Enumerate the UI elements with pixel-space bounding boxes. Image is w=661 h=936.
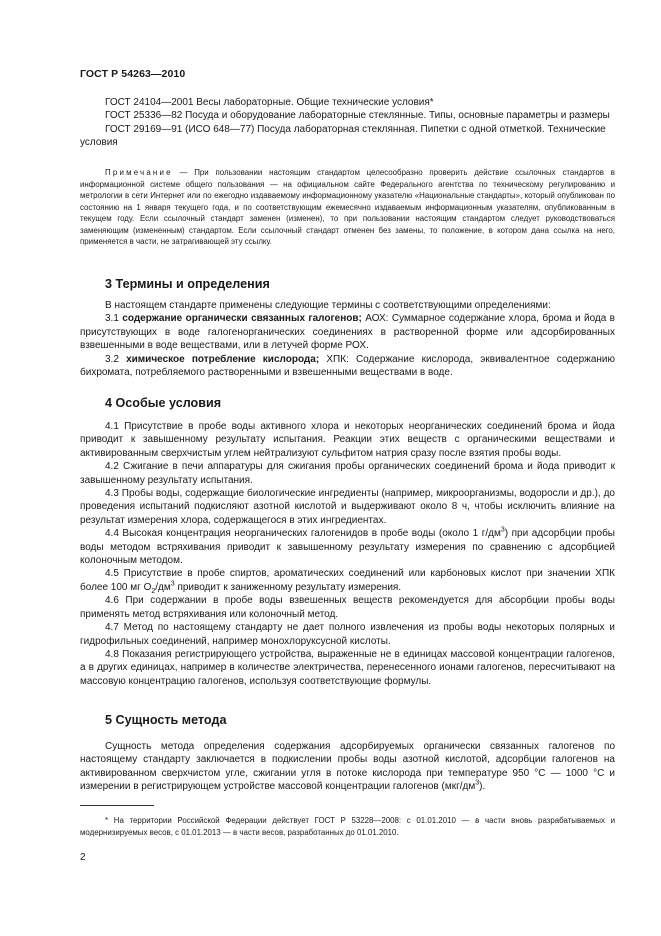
term-3-1-name: содержание органически связанных галогенов;: [122, 313, 362, 325]
footnote-divider: [80, 805, 154, 806]
clause-4-8: 4.8 Показания регистрирующего устройства, выраженные не в единицах массовой концентрации галогенов, а в других единицах, например в количестве электричества, перенесенного ионами галогенов, пересчитывают на массовую концентрацию галогенов, используя соответствующие формулы.: [80, 648, 615, 687]
clause-4-2: 4.2 Сжигание в печи аппаратуры для сжигания пробы органических соединений брома и йода приводит к завышенному результату испытания.: [80, 461, 615, 486]
term-3-1: 3.1 содержание органически связанных галогенов; АОХ: Суммарное содержание хлора, брома и йода в присутствующих в воде галогенорганических соединениях в растворенной форме или адсорбированных взвешенными в воде веществами, или в летучей форме РОХ.: [80, 313, 615, 352]
document-header: ГОСТ Р 54263—2010: [80, 68, 186, 80]
clause-4-6: 4.6 При содержании в пробе воды взвешенных веществ рекомендуется для абсорбции пробы воды применять метод встряхивания или колоночный метод.: [80, 595, 615, 620]
section-5-body: [80, 740, 615, 794]
section-5-paragraph: Сущность метода определения содержания адсорбируемых органически связанных галогенов по настоящему стандарту заключается в подкислении пробы воды азотной кислотой, адсорбции галогенов на активированном сверхчистом угле, сжигании угля в потоке кислорода при температуре 950 °С — 1000 °С и измерении в регистрирующем устройстве массовой концентрации галогенов $(мкг/дм^3)$.: [80, 741, 615, 793]
note-text: — При пользовании настоящим стандартом целесообразно проверить действие ссылочных стандартов в информационной системе общего пользования — на официальном сайте Федерального агентства по техническому регулированию и метрологии в сети Интернет или по ежегодно издаваемому информационному указателю «Национальные стандарты», который опубликован по состоянию на 1 января текущего года, и по соответствующим ежемесячно издаваемым информационным указателям, опубликованным в текущем году. Если ссылочный стандарт заменен (изменен), то при пользовании настоящим стандартом следует руководствоваться заменяющим (измененным) стандартом. Если ссылочный стандарт отменен без замены, то положение, в котором дана ссылка на него, применяется в части, не затрагивающей эту ссылку.: [80, 168, 615, 246]
term-3-2: 3.2 химическое потребление кислорода; ХПК: Содержание кислорода, эквивалентное содержанию бихромата, потребляемого растворенными и взвешенными веществами в воде.: [80, 353, 616, 379]
section-3-intro: В настоящем стандарте применены следующие термины с соответствующими определениями:: [105, 300, 551, 311]
reference-item: ГОСТ 25336—82 Посуда и оборудование лабораторные стеклянные. Типы, основные параметры и размеры: [105, 110, 610, 122]
references-list: [80, 96, 615, 150]
note-label: Примечание: [105, 168, 173, 177]
footnote: * На территории Российской Федерации действует ГОСТ Р 53228—2008: с 01.01.2010 — в части вновь разрабатываемых и модернизируемых весов, с 01.01.2013 — в части весов, разработанных до 01.01.2010.: [80, 816, 615, 837]
clause-4-5: 4.5 Присутствие в пробе спиртов, ароматических соединений или карбоновых кислот при значении ХПК более 100 мг $О_2/дм^3$ приводит к заниженному результату измерения.: [80, 568, 615, 595]
clause-4-1: 4.1 Присутствие в пробе воды активного хлора и некоторых неорганических соединений брома и йода приводит к завышенному результату испытания. Реакции этих веществ с органическими веществами и активированным сверхчистым углем нейтрализуют сульфитом натрия сразу после взятия пробы воды.: [80, 421, 615, 459]
section-5-heading: 5 Сущность метода: [105, 713, 227, 727]
term-3-2-name: химическое потребление кислорода;: [126, 353, 320, 365]
section-4-body: [80, 420, 615, 688]
section-3-body: [80, 299, 615, 379]
section-3-heading: 3 Термины и определения: [105, 277, 270, 291]
page-number: 2: [80, 852, 86, 863]
reference-item: ГОСТ 29169—91 (ИСО 648—77) Посуда лабораторная стеклянная. Пипетки с одной отметкой. Технические условия: [80, 123, 606, 149]
clause-4-3: 4.3 Пробы воды, содержащие биологические ингредиенты (например, микроорганизмы, водоросли и др.), до проведения испытаний подкисляют азотной кислотой и выдерживают около 8 ч, чтобы исключить влияние на результат измерения хлора, содержащегося в этих ингредиентах.: [80, 488, 615, 526]
clause-4-4: 4.4 Высокая концентрация неорганических галогенидов в пробе воды (около 1 $г/дм^3$) при адсорбции пробы воды методом встряхивания приводит к завышенному результату измерения по сравнению с адсорбцией колоночным методом.: [80, 526, 615, 567]
note-block: [80, 167, 615, 248]
clause-4-7: 4.7 Метод по настоящему стандарту не дает полного извлечения из пробы воды некоторых полярных и гидрофильных соединений, например монохлоруксусной кислоты.: [80, 622, 615, 647]
reference-item: ГОСТ 24104—2001 Весы лабораторные. Общие технические условия*: [105, 97, 434, 108]
section-4-heading: 4 Особые условия: [105, 396, 222, 410]
